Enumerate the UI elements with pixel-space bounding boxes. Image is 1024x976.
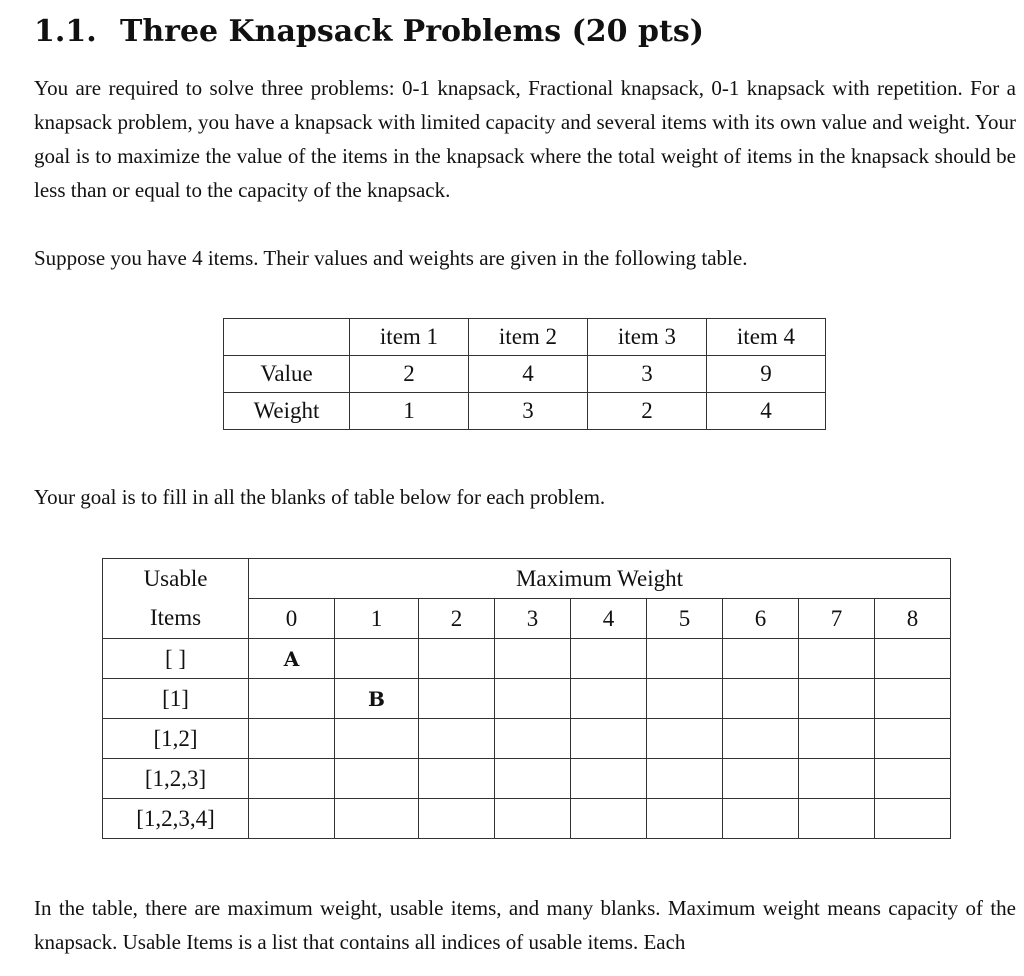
blank-cell bbox=[647, 759, 723, 799]
dp-row bbox=[103, 639, 951, 679]
weight-cell: 1 bbox=[350, 393, 469, 430]
usable-items-label-bottom: Items bbox=[103, 599, 249, 639]
dp-row bbox=[103, 679, 951, 719]
weight-header: 0 bbox=[249, 599, 335, 639]
dp-row bbox=[103, 719, 951, 759]
item-header: item 3 bbox=[588, 319, 707, 356]
blank-marker-b: B bbox=[335, 679, 419, 719]
blank-cell bbox=[647, 719, 723, 759]
item-header: item 1 bbox=[350, 319, 469, 356]
value-cell: 2 bbox=[350, 356, 469, 393]
value-row bbox=[224, 356, 826, 393]
weight-cell: 2 bbox=[588, 393, 707, 430]
blank-cell bbox=[875, 639, 951, 679]
usable-items-cell: [1,2,3] bbox=[103, 759, 249, 799]
blank-cell bbox=[419, 719, 495, 759]
intro-paragraph: You are required to solve three problems: 0-1 knapsack, Fractional knapsack, 0-1 knapsack with repetition. For a knapsack problem, you have a knapsack with limited capacity and several items with its own value and weight. Your goal is to maximize the value of the items in the knapsack where the total weight of items in the knapsack should be less than or equal to the capacity of the knapsack. bbox=[34, 76, 1016, 202]
blank-cell bbox=[419, 799, 495, 839]
blank-cell bbox=[875, 759, 951, 799]
blank-cell bbox=[249, 679, 335, 719]
weight-header: 1 bbox=[335, 599, 419, 639]
blank-cell bbox=[335, 759, 419, 799]
goal-paragraph: Your goal is to fill in all the blanks of table below for each problem. bbox=[34, 485, 606, 509]
blank-cell bbox=[249, 799, 335, 839]
weight-header: 6 bbox=[723, 599, 799, 639]
blank-cell bbox=[571, 679, 647, 719]
weight-label: Weight bbox=[224, 393, 350, 430]
blank-cell bbox=[335, 719, 419, 759]
usable-items-label-top: Usable bbox=[103, 559, 249, 599]
blank-cell bbox=[647, 679, 723, 719]
blank-cell bbox=[419, 639, 495, 679]
weight-header: 8 bbox=[875, 599, 951, 639]
value-cell: 9 bbox=[707, 356, 826, 393]
dp-header-row-2 bbox=[103, 599, 951, 639]
blank-cell bbox=[875, 679, 951, 719]
blank-cell bbox=[419, 759, 495, 799]
blank-cell bbox=[495, 799, 571, 839]
blank-cell bbox=[723, 799, 799, 839]
items-corner-cell bbox=[224, 319, 350, 356]
items-table bbox=[223, 318, 826, 430]
weight-header: 3 bbox=[495, 599, 571, 639]
blank-cell bbox=[799, 799, 875, 839]
max-weight-label: Maximum Weight bbox=[249, 559, 951, 599]
blank-cell bbox=[799, 759, 875, 799]
suppose-paragraph: Suppose you have 4 items. Their values and weights are given in the following table. bbox=[34, 246, 748, 270]
weight-header: 2 bbox=[419, 599, 495, 639]
weight-cell: 4 bbox=[707, 393, 826, 430]
blank-cell bbox=[799, 679, 875, 719]
dp-table bbox=[102, 558, 951, 839]
blank-cell bbox=[647, 639, 723, 679]
blank-cell bbox=[723, 679, 799, 719]
blank-cell bbox=[723, 759, 799, 799]
items-header-row bbox=[224, 319, 826, 356]
section-heading bbox=[34, 14, 704, 49]
dp-row bbox=[103, 759, 951, 799]
blank-cell bbox=[647, 799, 723, 839]
blank-cell bbox=[571, 759, 647, 799]
weight-header: 4 bbox=[571, 599, 647, 639]
blank-cell bbox=[249, 719, 335, 759]
blank-cell bbox=[335, 799, 419, 839]
usable-items-cell: [ ] bbox=[103, 639, 249, 679]
blank-cell bbox=[419, 679, 495, 719]
blank-cell bbox=[571, 639, 647, 679]
blank-cell bbox=[723, 719, 799, 759]
weight-cell: 3 bbox=[469, 393, 588, 430]
blank-cell bbox=[875, 719, 951, 759]
blank-cell bbox=[571, 719, 647, 759]
blank-cell bbox=[335, 639, 419, 679]
section-title: Three Knapsack Problems (20 pts) bbox=[120, 14, 704, 49]
section-number: 1.1. bbox=[34, 14, 97, 49]
blank-cell bbox=[799, 719, 875, 759]
value-cell: 4 bbox=[469, 356, 588, 393]
blank-cell bbox=[495, 679, 571, 719]
usable-items-cell: [1] bbox=[103, 679, 249, 719]
usable-items-cell: [1,2,3,4] bbox=[103, 799, 249, 839]
blank-cell bbox=[495, 759, 571, 799]
item-header: item 2 bbox=[469, 319, 588, 356]
blank-marker-a: A bbox=[249, 639, 335, 679]
weight-row bbox=[224, 393, 826, 430]
dp-row bbox=[103, 799, 951, 839]
blank-cell bbox=[723, 639, 799, 679]
weight-header: 5 bbox=[647, 599, 723, 639]
blank-cell bbox=[875, 799, 951, 839]
blank-cell bbox=[495, 639, 571, 679]
usable-items-cell: [1,2] bbox=[103, 719, 249, 759]
explanation-paragraph: In the table, there are maximum weight, usable items, and many blanks. Maximum weight means capacity of the knapsack. Usable Items is a list that contains all indices of usable items. Each bbox=[34, 896, 1016, 954]
value-cell: 3 bbox=[588, 356, 707, 393]
blank-cell bbox=[495, 719, 571, 759]
weight-header: 7 bbox=[799, 599, 875, 639]
item-header: item 4 bbox=[707, 319, 826, 356]
blank-cell bbox=[571, 799, 647, 839]
dp-header-row-1 bbox=[103, 559, 951, 599]
blank-cell bbox=[799, 639, 875, 679]
blank-cell bbox=[249, 759, 335, 799]
value-label: Value bbox=[224, 356, 350, 393]
